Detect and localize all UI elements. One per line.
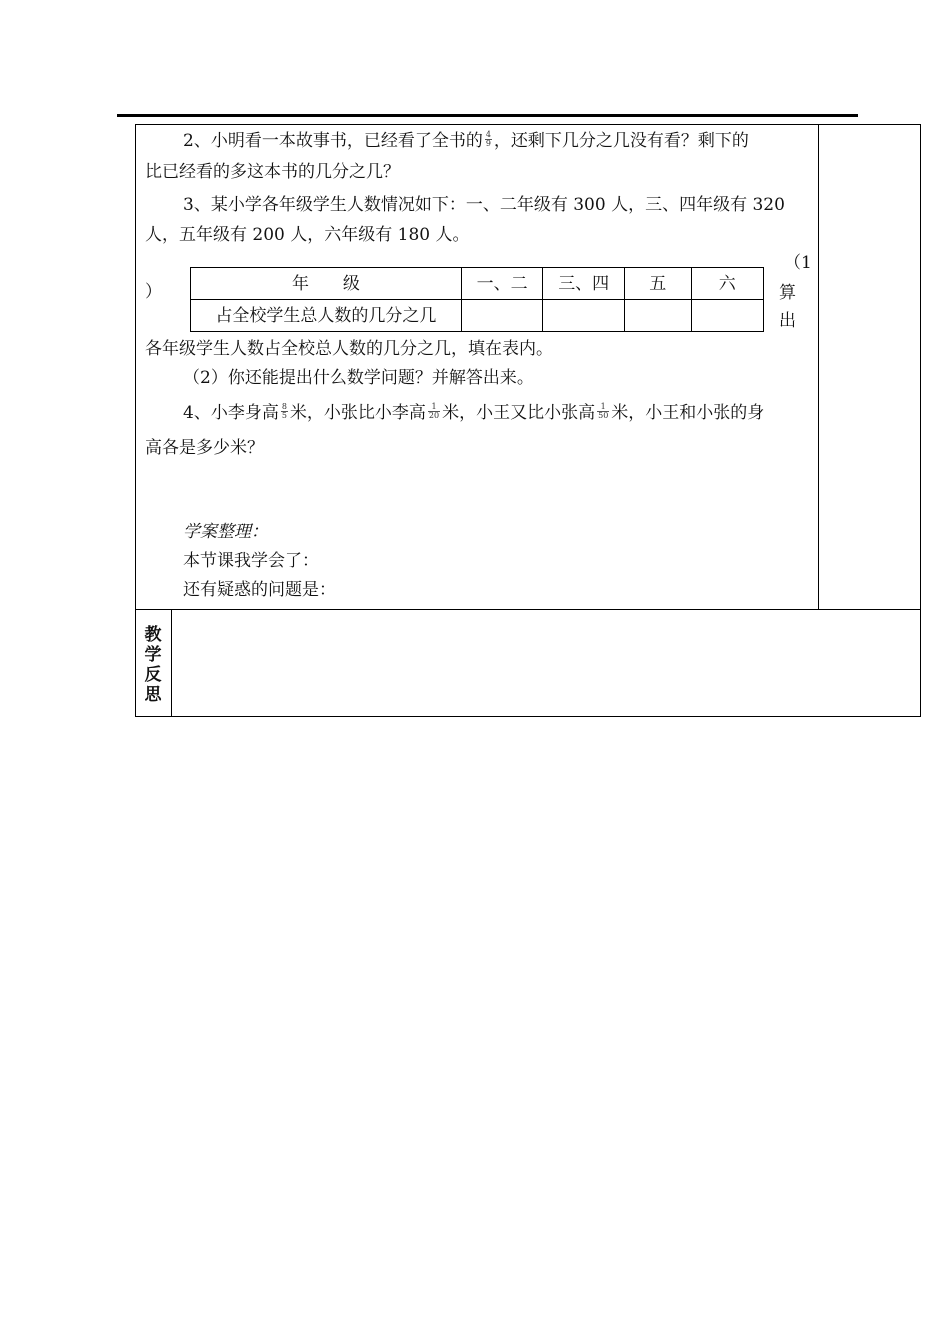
q4-fraction-2 <box>428 403 440 420</box>
q4-f1-den: 5 <box>281 411 287 420</box>
q4-line2: 高各是多少米？ <box>145 438 264 458</box>
summary-learned: 本节课我学会了： <box>183 551 319 571</box>
q3-paren-open: （1 <box>784 253 812 273</box>
q2-frac-num: 4 <box>485 130 491 139</box>
grade-header-cell: 年 级 <box>191 268 462 300</box>
answer-cell-6[interactable] <box>691 300 764 332</box>
q4-f1-num: 8 <box>281 402 287 411</box>
q3-side-chu: 出 <box>779 311 796 331</box>
q4-text-a: 4、小李身高 <box>183 403 279 423</box>
q3-line-after: 各年级学生人数占全校总人数的几分之几，填在表内。 <box>145 339 553 359</box>
reflection-label <box>140 625 166 705</box>
q4-fraction-3 <box>597 403 609 420</box>
answer-cell-3-4[interactable] <box>543 300 625 332</box>
reflection-input-area[interactable] <box>172 610 920 716</box>
q3-line1: 3、某小学各年级学生人数情况如下：一、二年级有 300 人，三、四年级有 320 <box>183 195 785 215</box>
reflection-char-3: 反 <box>144 665 162 685</box>
q3-part2: （2）你还能提出什么数学问题？并解答出来。 <box>183 368 534 388</box>
grade-cell-1-2: 一、二 <box>461 268 543 300</box>
reflection-char-2: 学 <box>144 645 162 665</box>
q3-paren-close: ） <box>145 282 162 302</box>
q4-text-d: 米，小王和小张的身 <box>611 403 765 423</box>
header-rule <box>117 114 858 117</box>
q2-line2: 比已经看的多这本书的几分之几？ <box>145 162 400 182</box>
table-row <box>191 268 764 300</box>
q2-line1 <box>183 130 749 152</box>
q4-f3-num: 1 <box>597 403 609 412</box>
grade-cell-5: 五 <box>624 268 691 300</box>
fraction-row-label: 占全校学生总人数的几分之几 <box>191 300 462 332</box>
q4-f2-den: 20 <box>428 411 440 420</box>
q4-f3-den: 50 <box>598 411 609 420</box>
q2-fraction <box>485 131 492 148</box>
q3-side-suan: 算 <box>779 283 796 303</box>
table-row <box>191 300 764 332</box>
summary-doubts: 还有疑惑的问题是： <box>183 580 336 600</box>
right-column-divider <box>818 124 819 610</box>
q4-text-c: 米，小王又比小张高 <box>442 403 596 423</box>
grade-table <box>190 267 764 332</box>
grade-cell-3-4: 三、四 <box>543 268 625 300</box>
q2-text-b: ，还剩下几分之几没有看？剩下的 <box>493 131 749 151</box>
q2-frac-den: 9 <box>485 139 491 148</box>
q2-text-a: 2、小明看一本故事书，已经看了全书的 <box>183 131 483 151</box>
q4-f2-num: 1 <box>428 403 440 412</box>
answer-cell-5[interactable] <box>624 300 691 332</box>
q4-fraction-1 <box>281 403 288 420</box>
summary-title: 学案整理： <box>183 522 268 542</box>
q4-text-b: 米，小张比小李高 <box>289 403 426 423</box>
q3-line2: 人，五年级有 200 人，六年级有 180 人。 <box>145 225 470 245</box>
grade-cell-6: 六 <box>691 268 764 300</box>
reflection-char-4: 思 <box>144 685 162 705</box>
reflection-char-1: 教 <box>144 625 162 645</box>
answer-cell-1-2[interactable] <box>461 300 543 332</box>
q4-line1 <box>183 402 764 424</box>
